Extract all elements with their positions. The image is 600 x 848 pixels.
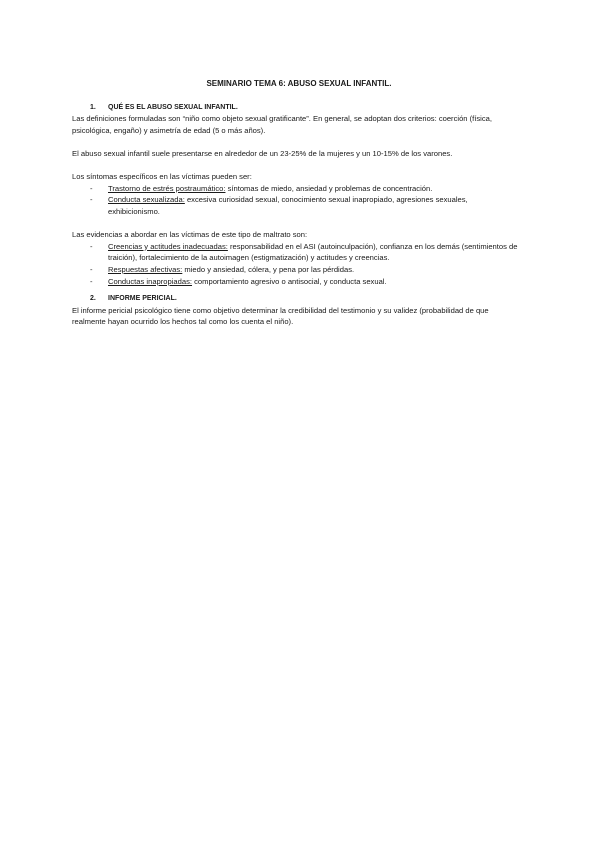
- list-item-term: Conducta sexualizada:: [108, 195, 185, 205]
- section-2-heading: [72, 293, 518, 305]
- list-item-description: comportamiento agresivo o antisocial, y conducta sexual.: [192, 276, 387, 286]
- list-item-description: miedo y ansiedad, cólera, y pena por las pérdidas.: [182, 264, 355, 274]
- list-item-term: Conductas inapropiadas:: [108, 276, 193, 286]
- prevalence-paragraph: El abuso sexual infantil suele presentarse en alrededor de un 23-25% de la mujeres y un 10-15% de los varones.: [72, 148, 453, 158]
- list-item-term: Creencias y actitudes inadecuadas:: [108, 241, 228, 251]
- list-item: [90, 183, 518, 195]
- section-2-title: INFORME PERICIAL.: [108, 295, 177, 303]
- list-item: [90, 264, 518, 276]
- list-item-description: excesiva curiosidad sexual, conocimiento sexual inapropiado, agresiones sexuales, exhibicionismo.: [108, 195, 468, 216]
- evidence-intro: Las evidencias a abordar en las víctimas de este tipo de maltrato son:: [72, 230, 308, 240]
- list-item: [90, 194, 518, 217]
- section-1-heading: [72, 102, 518, 114]
- list-item-term: Respuestas afectivas:: [108, 264, 183, 274]
- list-item: [90, 241, 518, 264]
- section-1-title: QUÉ ES EL ABUSO SEXUAL INFANTIL.: [108, 103, 238, 111]
- symptoms-intro: Los síntomas específicos en las víctimas pueden ser:: [72, 172, 252, 182]
- definition-paragraph: Las definiciones formuladas son “niño como objeto sexual gratificante”. En general, se adoptan dos criterios: coerción (física, psicológica, engaño) y asimetría de edad (5 o más años).: [72, 114, 492, 135]
- list-item-term: Trastorno de estrés postraumático:: [108, 183, 226, 193]
- list-bullet: -: [90, 183, 93, 193]
- document-title: SEMINARIO TEMA 6: ABUSO SEXUAL INFANTIL.: [206, 79, 392, 88]
- section-2-number: 2.: [90, 295, 96, 303]
- symptoms-list: [72, 183, 518, 218]
- list-bullet: -: [90, 195, 93, 205]
- evidence-list: [72, 241, 518, 287]
- list-bullet: -: [90, 264, 93, 274]
- list-item-description: síntomas de miedo, ansiedad y problemas de concentración.: [225, 183, 433, 193]
- list-item: [90, 276, 518, 288]
- report-paragraph: El informe pericial psicológico tiene como objetivo determinar la credibilidad del testimonio y su validez (probabilidad de que realmente hayan ocurrido los hechos tal como los cuenta el niño).: [72, 305, 489, 327]
- section-1-number: 1.: [90, 103, 96, 111]
- list-bullet: -: [90, 276, 93, 286]
- list-bullet: -: [90, 241, 93, 251]
- list-item-description: responsabilidad en el ASI (autoinculpación), confianza en los demás (sentimientos de traición), fortalecimiento de la autoimagen (estigmatización) y actitudes y creencias.: [108, 241, 518, 263]
